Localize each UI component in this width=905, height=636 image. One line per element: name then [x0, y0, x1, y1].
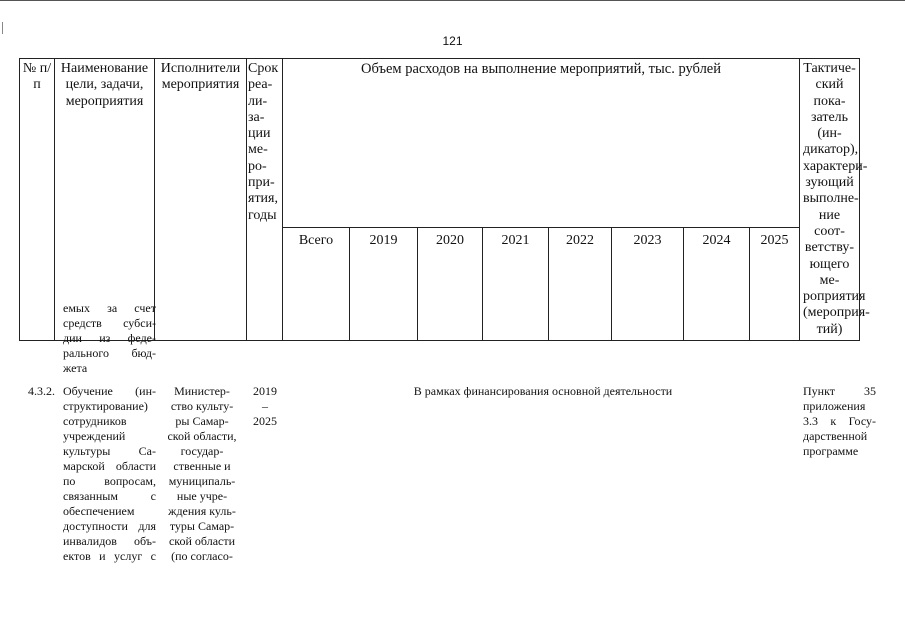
header-year-2022: 2022: [549, 227, 612, 341]
text-line: сотрудников: [63, 414, 127, 428]
text-line: учреждений: [63, 429, 126, 443]
text-line: связанным с: [63, 489, 156, 503]
row-term: [248, 384, 282, 429]
text-line: Министер-: [174, 384, 230, 398]
header-volume: Объем расходов на выполнение мероприятий, тыс. рублей: [283, 59, 800, 228]
text-line: ждения куль-: [168, 504, 236, 518]
text-line: марской области: [63, 459, 156, 473]
text-line: 2019: [253, 384, 277, 398]
text-line: 3.3 к Госу-: [803, 414, 876, 428]
header-executors: Исполнители мероприятия: [155, 59, 247, 341]
text-line: государ-: [180, 444, 224, 458]
header-num: № п/п: [20, 59, 55, 341]
header-year-2020: 2020: [418, 227, 483, 341]
text-line: ственные и: [173, 459, 231, 473]
text-line: обеспечением: [63, 504, 135, 518]
text-line: жета: [63, 361, 88, 375]
header-year-2024: 2024: [684, 227, 750, 341]
text-line: емых за счет: [63, 301, 156, 315]
row-indicator: [803, 384, 876, 459]
header-year-2023: 2023: [612, 227, 684, 341]
text-line: муниципаль-: [168, 474, 236, 488]
header-year-2019: 2019: [350, 227, 418, 341]
header-term: Срок реа-ли-за-ции ме-ро-при-ятия, годы: [247, 59, 283, 341]
text-line: –: [262, 399, 268, 413]
margin-tick: [2, 22, 3, 34]
text-line: доступности для: [63, 519, 156, 533]
text-line: приложения: [803, 399, 866, 413]
header-total: Всего: [283, 227, 350, 341]
header-year-2021: 2021: [483, 227, 549, 341]
text-line: структирование): [63, 399, 148, 413]
text-line: ные учре-: [176, 489, 228, 503]
header-name: Наименование цели, задачи, мероприятия: [55, 59, 155, 341]
text-line: дии из феде-: [63, 331, 156, 345]
header-indicator: Тактиче-ский пока-затель (ин-дикатор), характери-зующий выполне-ние соот-ветству-ющего ме-роприятия (мероприя-тий): [800, 59, 860, 341]
text-line: туры Самар-: [169, 519, 235, 533]
text-line: Обучение (ин-: [63, 384, 156, 398]
text-line: 2025: [253, 414, 277, 428]
table-header: [19, 58, 870, 341]
text-line: ры Самар-: [175, 414, 229, 428]
row-number: 4.3.2.: [28, 384, 55, 398]
text-line: (по согласо-: [171, 549, 233, 563]
text-line: средств субси-: [63, 316, 156, 330]
text-line: дарственной: [803, 429, 868, 443]
continuation-text: [63, 301, 156, 376]
row-executors: [156, 384, 248, 564]
row-financing: В рамках финансирования основной деятельности: [413, 384, 673, 398]
text-line: инвалидов объ-: [63, 534, 156, 548]
top-border-line: [0, 0, 905, 1]
text-line: ектов и услуг с: [63, 549, 156, 563]
text-line: ство культу-: [170, 399, 234, 413]
text-line: программе: [803, 444, 859, 458]
text-line: по вопросам,: [63, 474, 156, 488]
text-line: рального бюд-: [63, 346, 156, 360]
text-line: Пункт 35: [803, 384, 876, 398]
row-name: [63, 384, 156, 564]
header-year-2025: 2025: [750, 227, 800, 341]
text-line: культуры Са-: [63, 444, 156, 458]
text-line: ской области,: [167, 429, 237, 443]
page-number: 121: [442, 34, 463, 48]
text-line: ской области: [168, 534, 236, 548]
